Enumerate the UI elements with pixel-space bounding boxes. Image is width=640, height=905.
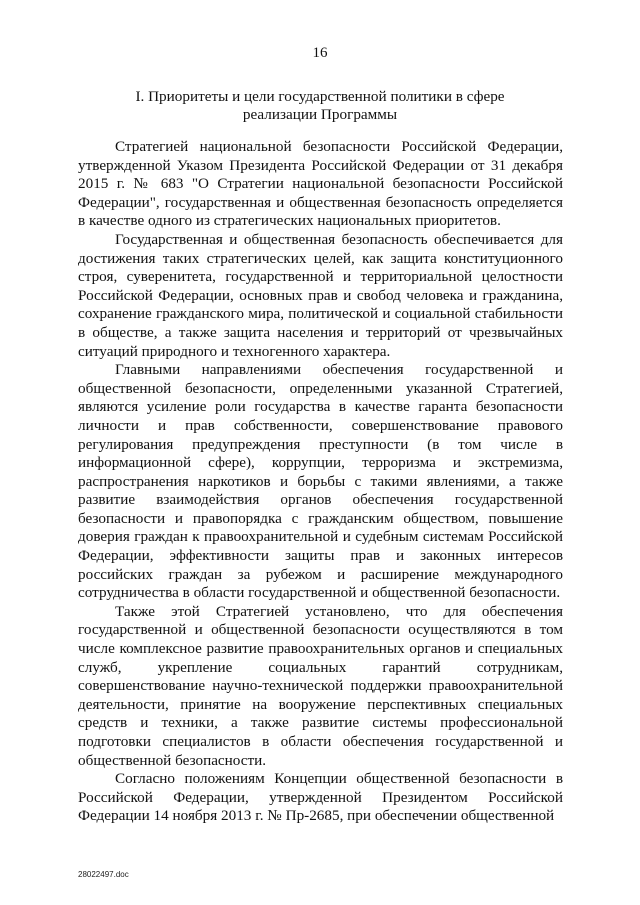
section-title: I. Приоритеты и цели государственной политики в сфере реализации Программы — [135, 88, 505, 123]
paragraph-1: Стратегией национальной безопасности Российской Федерации, утвержденной Указом Президента Российской Федерации от 31 декабря 2015 г. № 683 "О Стратегии национальной безопасности Российской Федерации", государственная и общественная безопасность определяется в качестве одного из стратегических национальных приоритетов. — [78, 138, 563, 230]
body-text — [78, 138, 563, 826]
paragraph-4: Также этой Стратегией установлено, что для обеспечения государственной и общественной безопасности осуществляются в том числе комплексное развитие правоохранительных органов и специальных служб, укрепление социальных гарантий сотрудникам, совершенствование научно-технической поддержки правоохранительной деятельности, принятие на вооружение перспективных специальных средств и техники, а также развитие системы профессиональной подготовки специалистов в области обеспечения государственной и общественной безопасности. — [78, 602, 563, 769]
paragraph-3: Главными направлениями обеспечения государственной и общественной безопасности, определенными указанной Стратегией, являются усиление роли государства в качестве гаранта безопасности личности и прав собственности, совершенствование правового регулирования предупреждения преступности (в том числе в информационной сфере), коррупции, терроризма и экстремизма, распространения наркотиков и борьбы с такими явлениями, а также развитие взаимодействия органов обеспечения государственной безопасности и правопорядка с гражданским обществом, повышение доверия граждан к правоохранительной и судебным системам Российской Федерации, эффективности защиты прав и законных интересов российских граждан за рубежом и расширение международного сотрудничества в области государственной и общественной безопасности. — [78, 361, 563, 602]
paragraph-5: Согласно положениям Концепции общественной безопасности в Российской Федерации, утвержденной Президентом Российской Федерации 14 ноября 2013 г. № Пр-2685, при обеспечении общественной — [78, 770, 563, 825]
paragraph-2: Государственная и общественная безопасность обеспечивается для достижения таких стратегических целей, как защита конституционного строя, суверенитета, государственной и территориальной целостности Российской Федерации, основных прав и свобод человека и гражданина, сохранение гражданского мира, политической и социальной стабильности в обществе, а также защита населения и территорий от чрезвычайных ситуаций природного и техногенного характера. — [78, 230, 563, 360]
page-number: 16 — [312, 45, 328, 61]
footer-file-code: 28022497.doc — [78, 870, 129, 879]
